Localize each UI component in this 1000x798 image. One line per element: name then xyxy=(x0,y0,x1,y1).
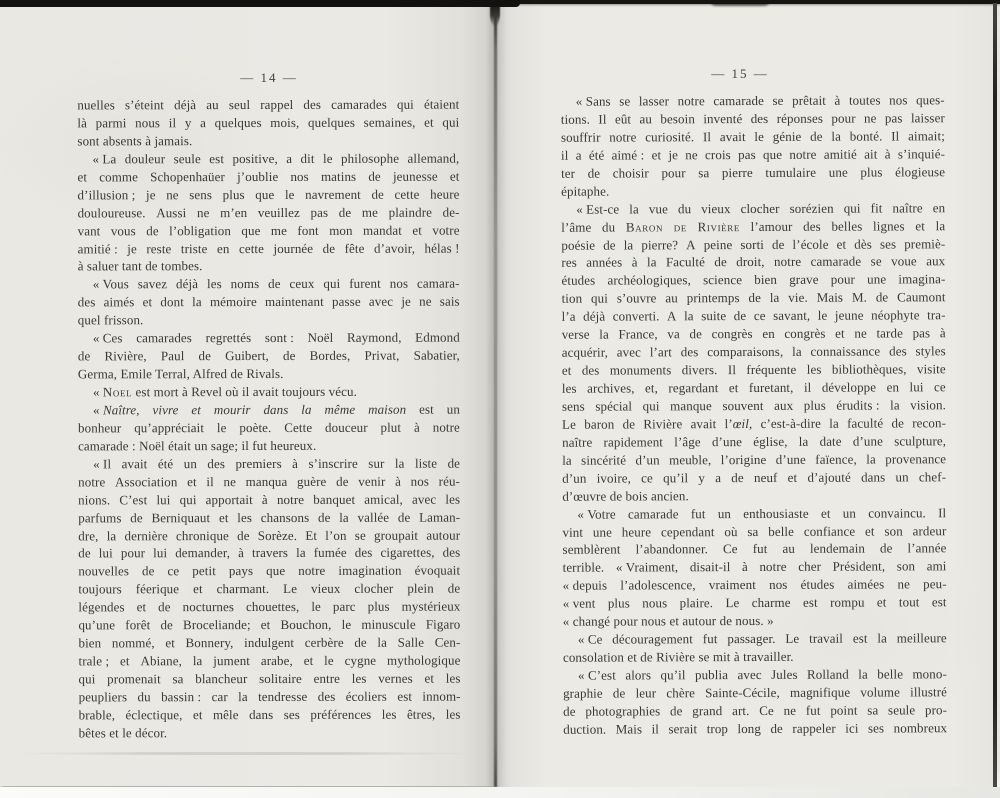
text-line: dre, la dernière chronique de Sorèze. Et l’on se groupait autour xyxy=(78,527,461,543)
text-line: il a été aimé : et je ne crois pas que notre amitié ait à s’inquié- xyxy=(560,146,946,163)
text-line: « Ces camarades regrettés sont : Noël Raymond, Edmond xyxy=(92,329,460,346)
scan-right-edge xyxy=(993,3,997,790)
text-line: la sincérité d’un meuble, l’origine d’une faïence, la provenance xyxy=(562,451,947,468)
text-line: res années à la Faculté de droit, notre camarade se voue aux xyxy=(561,253,946,271)
text-line: Le baron de Rivière avait l’œil, c’est-à-dire la faculté de recon- xyxy=(562,415,947,432)
text-line: « depuis l’adolescence, vraiment nos études aimées ne peu- xyxy=(562,576,947,594)
text-line: sens spécial qui manque souvent aux plus érudits : la vision. xyxy=(561,397,946,414)
text-line: « Ce découragement fut passager. Le travail est la meilleure xyxy=(577,630,947,647)
text-line: des aimés et dont la mémoire maintenant passe avec je ne sais xyxy=(77,293,460,310)
text-line: qui promenait sa blancheur solitaire entre les vernes et les xyxy=(78,670,461,687)
text-line: légendes et de nocturnes chouettes, le parc plus mystérieux xyxy=(78,598,461,615)
text-line: naître rapidement l’âge d’une église, la date d’une sculpture, xyxy=(562,433,947,450)
text-line: « Sans se lasser notre camarade se prêtait à toutes nos ques- xyxy=(575,92,945,109)
text-line: souffrir notre curiosité. Il avait le génie de la bonté. Il aimait; xyxy=(560,128,945,145)
text-line: « changé pour nous et autour de nous. » xyxy=(562,613,774,629)
text-line: d’illusion ; je ne sens plus que le navrement de cette heure xyxy=(77,186,460,203)
text-line: brable, éclectique, et mêle dans ses préférences les êtres, les xyxy=(78,706,461,723)
text-line: « Noel est mort à Revel où il avait toujours vécu. xyxy=(92,383,357,400)
text-line: les archives, et, regardant et furetant, il développe en lui ce xyxy=(561,379,946,396)
text-line: l’a déjà converti. A la suite de ce savant, le jeune néophyte tra- xyxy=(561,307,946,324)
text-line: quel frisson. xyxy=(77,312,144,328)
text-line: camarade : Noël était un sage; il fut heureux. xyxy=(78,437,317,454)
text-line: l’âme du Baron de Rivière l’amour des belles lignes et la xyxy=(561,217,946,235)
text-line: consolation et de Rivière se mit à travailler. xyxy=(562,648,794,665)
text-line: là parmi nous il y a quelques mois, quelques semaines, et qui xyxy=(77,114,460,131)
paper-crease xyxy=(12,752,481,755)
text-line: qu’une forêt de Broceliande; et Bouchon, le minuscule Figaro xyxy=(78,616,461,633)
page-14 xyxy=(0,4,495,786)
text-line: poésie de la pierre? A peine sorti de l’école et dès ses premiè- xyxy=(561,235,946,253)
text-line: « vent plus nous plaire. Le charme est rompu et tout est xyxy=(562,594,947,611)
text-line: nuelles s’éteint déjà au seul rappel des camarades qui étaient xyxy=(77,96,460,113)
text-line: duction. Mais il serait trop long de rappeler ici ses nombreux xyxy=(563,720,948,737)
text-line: « C’est alors qu’il publia avec Jules Rolland la belle mono- xyxy=(577,666,947,683)
text-line: nouvelles de ce petit pays que notre imagination évoquait xyxy=(78,562,461,579)
text-line: notre Association et il ne manqua guère de venir à nos réu- xyxy=(78,473,461,490)
scan-top-edge xyxy=(0,0,1000,4)
page-15-text-column xyxy=(561,91,947,738)
scan-bottom-edge xyxy=(0,787,1000,798)
text-line: parfums de Berniquaut et les chansons de la vallée de Laman- xyxy=(78,509,461,525)
text-line: Germa, Emile Terral, Alfred de Rivals. xyxy=(77,366,284,382)
text-line: trale ; et Abiane, la jument arabe, et le cygne mythologique xyxy=(78,652,461,669)
page-14-text-column xyxy=(77,96,460,743)
text-line: nions. C’est lui qui apportait à notre banquet amical, avec les xyxy=(78,491,461,508)
text-line: acquérir, avec l’art des comparaisons, la connaissance des styles xyxy=(561,343,946,360)
text-line: de Rivière, Paul de Guibert, de Bordes, Privat, Sabatier, xyxy=(77,347,460,364)
text-line: toujours féerique et charmant. Le vieux clocher plein de xyxy=(78,580,461,597)
text-line: bien nommé, et Bonnery, indulgent cerbère de la Salle Cen- xyxy=(78,634,461,651)
text-line: graphie de leur chère Sainte-Cécile, magnifique volume illustré xyxy=(563,684,948,701)
text-line: d’un ivoire, ce qu’il y a de neuf et d’ajouté dans un chef- xyxy=(562,468,947,486)
text-line: de photographies de grand art. Ce ne fut point sa seule pro- xyxy=(563,702,948,719)
text-line: peupliers du bassin : car la tendresse des écoliers est innom- xyxy=(78,688,461,705)
text-line: terrible. « Vraiment, disait-il à notre cher Président, son ami xyxy=(562,558,947,576)
text-line: « Vous savez déjà les noms de ceux qui furent nos camara- xyxy=(92,275,460,292)
text-line: et comme Schopenhaüer j’oublie nos matins de jeunesse et xyxy=(77,168,460,185)
text-line: douloureuse. Aussi ne m’en veuillez pas de me plaindre de- xyxy=(77,204,460,221)
text-line: d’œuvre de bois ancien. xyxy=(562,487,689,504)
text-line: bonheur qu’appréciait le poète. Cette douceur plut à notre xyxy=(78,419,460,436)
page-15 xyxy=(497,3,993,787)
text-line: « Il avait été un des premiers à s’inscrire sur la liste de xyxy=(93,455,461,472)
text-line: « Naître, vivre et mourir dans la même maison est un xyxy=(92,401,460,418)
text-line: semblèrent l’abandonner. Ce fut au lendemain de l’année xyxy=(562,540,947,558)
text-line: bêtes et le décor. xyxy=(78,725,168,741)
page-number: — 15 — xyxy=(711,66,769,81)
text-line: « La douleur seule est positive, a dit le philosophe allemand, xyxy=(92,150,460,167)
book-gutter-line xyxy=(494,4,497,787)
text-line: à saluer tant de tombes. xyxy=(77,258,203,274)
text-line: épitaphe. xyxy=(561,183,610,199)
page-number: — 14 — xyxy=(240,70,298,85)
text-line: vint une heure cependant où sa belle confiance et son ardeur xyxy=(562,522,947,540)
text-line: de lui pour lui demander, à travers la fumée des cigarettes, des xyxy=(78,545,461,561)
text-line: et des monuments divers. Il fréquente les bibliothèques, visite xyxy=(561,361,946,378)
text-line: ter de choisir pour sa pierre tumulaire une plus élogieuse xyxy=(561,164,946,181)
text-line: « Votre camarade fut un enthousiaste et un convaincu. Il xyxy=(577,504,947,522)
text-line: études archéologiques, science bien grave pour une imagina- xyxy=(561,271,946,289)
text-line: « Est-ce la vue du vieux clocher sorézien qui fit naître en xyxy=(576,199,946,217)
text-line: verse la France, va de congrès en congrès et ne tarde pas à xyxy=(561,325,946,342)
text-line: tion qui s’ouvre au printemps de la vie. Mais M. de Caumont xyxy=(561,289,946,307)
text-line: sont absents à jamais. xyxy=(77,133,193,149)
text-line: amitié : je reste triste en cette journée de fête d’avoir, hélas ! xyxy=(77,240,460,256)
text-line: vant vous de l’obligation que me font mon mandat et votre xyxy=(77,222,460,238)
text-line: tions. Il eût au besoin inventé des réponses pour ne pas laisser xyxy=(560,110,945,127)
